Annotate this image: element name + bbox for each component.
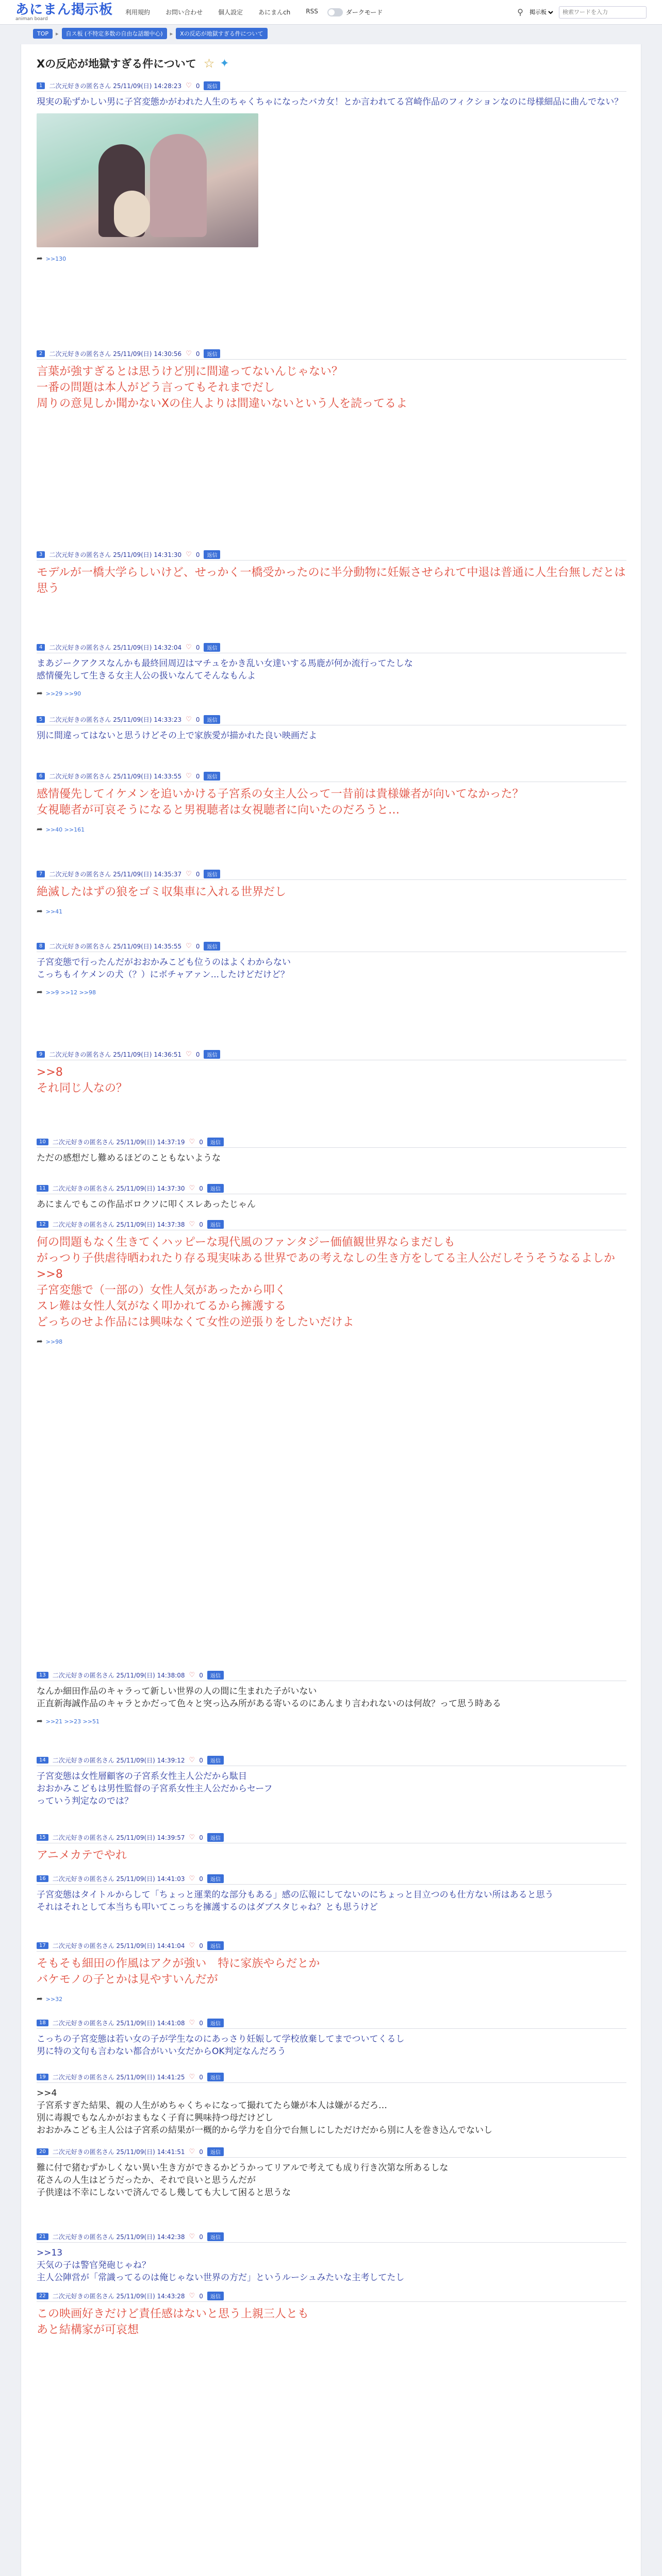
post-meta: 二次元好きの匿名さん 25/11/09(日) 14:43:28 bbox=[52, 2293, 185, 2300]
post-number[interactable]: 4 bbox=[37, 644, 45, 651]
thread-title-row bbox=[21, 44, 641, 76]
reply-links[interactable]: >>98 bbox=[45, 1338, 63, 1345]
post-meta: 二次元好きの匿名さん 25/11/09(日) 14:33:23 bbox=[49, 716, 182, 723]
post-footer bbox=[37, 907, 626, 916]
like-count: 0 bbox=[195, 82, 200, 90]
like-count: 0 bbox=[199, 1221, 203, 1228]
breadcrumb-board[interactable]: 自ス板 (不特定多数の自由な話題中心) bbox=[62, 28, 167, 39]
post-header bbox=[37, 348, 626, 360]
reply-button[interactable]: 返信 bbox=[204, 870, 220, 878]
post-number[interactable]: 1 bbox=[37, 82, 45, 89]
post-body: モデルが一橋大学らしいけど、せっかく一橋受かったのに半分動物に妊娠させられて中退は普通に人生台無しだとは思う bbox=[37, 566, 626, 595]
post-meta: 二次元好きの匿名さん 25/11/09(日) 14:30:56 bbox=[49, 350, 182, 358]
post-number[interactable]: 3 bbox=[37, 551, 45, 558]
like-count: 0 bbox=[199, 1875, 203, 1883]
like-heart-icon[interactable]: ♡ bbox=[189, 1756, 195, 1764]
reply-button[interactable]: 返信 bbox=[207, 1671, 224, 1680]
like-heart-icon[interactable]: ♡ bbox=[189, 2233, 195, 2241]
post-number[interactable]: 15 bbox=[37, 1834, 48, 1841]
reply-button[interactable]: 返信 bbox=[207, 2232, 224, 2241]
post-number[interactable]: 6 bbox=[37, 773, 45, 779]
post-header bbox=[37, 1832, 626, 1843]
reply-button[interactable]: 返信 bbox=[207, 1833, 224, 1842]
like-heart-icon[interactable]: ♡ bbox=[189, 2073, 195, 2081]
post-header bbox=[37, 2291, 626, 2302]
post bbox=[37, 1873, 626, 1913]
reply-button[interactable]: 返信 bbox=[207, 1220, 224, 1229]
post-meta: 二次元好きの匿名さん 25/11/09(日) 14:42:38 bbox=[52, 2233, 185, 2241]
like-heart-icon[interactable]: ♡ bbox=[186, 1050, 192, 1058]
post-meta: 二次元好きの匿名さん 25/11/09(日) 14:37:30 bbox=[52, 1185, 185, 1192]
post-body: >>4 子宮系すぎた結果、親の人生がめちゃくちゃになって撮れてたら嫌が本人は嫌がるだろ… 別に毒親でもなんかがおまもなく子育に興味持つ母だけどし おおかみこども主人公は子宮系の結果が一概的から学力を自分で台無しにしただけだから別に人を巻き込んでないし bbox=[37, 2088, 492, 2136]
post-meta: 二次元好きの匿名さん 25/11/09(日) 14:35:37 bbox=[49, 871, 182, 878]
dark-mode-label: ダークモード bbox=[345, 9, 383, 16]
post bbox=[37, 642, 626, 698]
post-body: 子宮変態で行ったんだがおおかみこども位うのはよくわからない こっちもイケメンの犬（？）にボチャアァン...したけどだけど？ bbox=[37, 957, 291, 980]
post-header bbox=[37, 1219, 626, 1230]
like-heart-icon[interactable]: ♡ bbox=[189, 1221, 195, 1228]
post-number[interactable]: 18 bbox=[37, 2020, 48, 2026]
post-header bbox=[37, 1137, 626, 1148]
reply-arrow-icon: ➦ bbox=[37, 1717, 43, 1725]
post bbox=[37, 549, 626, 597]
like-count: 0 bbox=[195, 870, 200, 878]
reply-arrow-icon: ➦ bbox=[37, 1337, 43, 1346]
reply-links[interactable]: >>130 bbox=[45, 255, 67, 262]
post-number[interactable]: 20 bbox=[37, 2148, 48, 2155]
post-meta: 二次元好きの匿名さん 25/11/09(日) 14:32:04 bbox=[49, 644, 182, 651]
post-meta: 二次元好きの匿名さん 25/11/09(日) 14:36:51 bbox=[49, 1051, 182, 1058]
like-count: 0 bbox=[199, 2292, 203, 2300]
like-count: 0 bbox=[195, 1050, 200, 1058]
post-body: こっちの子宮変態は若い女の子が学生なのにあっさり妊娠して学校放棄してまでついてくるし 男に特の文句も言わない都合がいい女だからOK判定なんだろう bbox=[37, 2034, 405, 2057]
nav-animanch[interactable]: あにまんch bbox=[258, 9, 291, 16]
reply-links[interactable]: >>29 >>90 bbox=[45, 690, 81, 697]
post-body: 子宮変態は女性層顧客の子宮系女性主人公だから駄目 おおかみこどもは男性監督の子宮系女性主人公だからセーフ っていう判定なのでは？ bbox=[37, 1771, 273, 1806]
post-number[interactable]: 5 bbox=[37, 716, 45, 723]
post-header bbox=[37, 2231, 626, 2243]
reply-button[interactable]: 返信 bbox=[204, 81, 220, 90]
like-count: 0 bbox=[195, 942, 200, 950]
post-meta: 二次元好きの匿名さん 25/11/09(日) 14:28:23 bbox=[49, 82, 182, 90]
post-body: 絶滅したはずの狼をゴミ収集車に入れる世界だし bbox=[37, 886, 287, 899]
post-body: この映画好きだけど責任感はないと思う上親三人とも あと結構家が可哀想 bbox=[37, 2308, 309, 2336]
logo-subtitle: animan board bbox=[15, 16, 48, 22]
reply-arrow-icon: ➦ bbox=[37, 1995, 43, 2003]
post-number[interactable]: 22 bbox=[37, 2293, 48, 2299]
reply-button[interactable]: 返信 bbox=[207, 1138, 224, 1146]
post bbox=[37, 1832, 626, 1863]
post-body: 何の問題もなく生きてくハッピーな現代風のファンタジー価値観世界ならまだしも がっつり子供虐待晒われたり存る現実味ある世界であの考えなしの生き方をしてる主人公だしそうそうなるよしか >>8 子宮変態で（一部の）女性人気があったから叩く スレ難は女性人気がなく叩かれてるから擁護する どっちのせよ作品には興味なくて女性の逆張りをしたいだけよ bbox=[37, 1236, 616, 1329]
breadcrumb-top[interactable]: TOP bbox=[33, 29, 53, 39]
post-number[interactable]: 10 bbox=[37, 1139, 48, 1145]
post-meta: 二次元好きの匿名さん 25/11/09(日) 14:39:12 bbox=[52, 1757, 185, 1764]
post-footer bbox=[37, 1717, 626, 1725]
reply-arrow-icon: ➦ bbox=[37, 255, 43, 263]
breadcrumb bbox=[0, 25, 662, 42]
like-count: 0 bbox=[199, 1138, 203, 1146]
post bbox=[37, 941, 626, 996]
page-title: Xの反応が地獄すぎる件について bbox=[37, 58, 196, 70]
post-number[interactable]: 21 bbox=[37, 2233, 48, 2240]
post bbox=[37, 2146, 626, 2199]
like-heart-icon[interactable]: ♡ bbox=[189, 1942, 195, 1950]
reply-button[interactable]: 返信 bbox=[204, 349, 220, 358]
twitter-share-icon[interactable]: ✦ bbox=[220, 57, 229, 70]
post-number[interactable]: 19 bbox=[37, 2074, 48, 2080]
post-number[interactable]: 17 bbox=[37, 1942, 48, 1949]
like-count: 0 bbox=[195, 551, 200, 558]
like-count: 0 bbox=[199, 1834, 203, 1841]
like-heart-icon[interactable]: ♡ bbox=[189, 1138, 195, 1146]
dark-mode-toggle[interactable] bbox=[327, 8, 343, 16]
reply-links[interactable]: >>9 >>12 >>98 bbox=[45, 989, 96, 996]
post-body: >>8 それ同じ人なの？ bbox=[37, 1066, 128, 1095]
post-header bbox=[37, 2018, 626, 2029]
reply-button[interactable]: 返信 bbox=[204, 942, 220, 951]
post-meta: 二次元好きの匿名さん 25/11/09(日) 14:41:08 bbox=[52, 2020, 185, 2027]
post bbox=[37, 1670, 626, 1725]
like-heart-icon[interactable]: ♡ bbox=[189, 1184, 195, 1192]
post bbox=[37, 869, 626, 916]
reply-button[interactable]: 返信 bbox=[207, 2147, 224, 2156]
post-header bbox=[37, 1049, 626, 1060]
nav-settings[interactable]: 個人設定 bbox=[218, 9, 243, 16]
post-footer bbox=[37, 1995, 626, 2003]
post-meta: 二次元好きの匿名さん 25/11/09(日) 14:38:08 bbox=[52, 1672, 185, 1679]
nav-terms[interactable]: 利用規約 bbox=[125, 9, 151, 16]
reply-links[interactable]: >>40 >>161 bbox=[45, 826, 85, 833]
post-body: >>13 天気の子は警官発砲じゃね？ 主人公陣営が「常識ってるのは俺じゃない世界の方だ」というルーシュみたいな主考してたし bbox=[37, 2248, 405, 2283]
like-heart-icon[interactable]: ♡ bbox=[189, 1875, 195, 1883]
post-meta: 二次元好きの匿名さん 25/11/09(日) 14:41:25 bbox=[52, 2074, 185, 2081]
reply-button[interactable]: 返信 bbox=[204, 643, 220, 652]
post bbox=[37, 2231, 626, 2284]
post bbox=[37, 1219, 626, 1346]
post bbox=[37, 2291, 626, 2338]
post bbox=[37, 714, 626, 742]
post-header bbox=[37, 1873, 626, 1885]
post-meta: 二次元好きの匿名さん 25/11/09(日) 14:37:19 bbox=[52, 1139, 185, 1146]
post-footer bbox=[37, 689, 626, 698]
post-footer bbox=[37, 825, 626, 834]
post bbox=[37, 2072, 626, 2137]
post bbox=[37, 1137, 626, 1164]
post-footer bbox=[37, 1337, 626, 1346]
like-heart-icon[interactable]: ♡ bbox=[189, 2148, 195, 2156]
post-body: 感情優先してイケメンを追いかける子宮系の女主人公って一昔前は貴様嫌者が向いてなかった？ 女視聴者が可哀そうになると男視聴者は女視聴者に向いたのだろうと… bbox=[37, 788, 524, 817]
nav-rss[interactable]: RSS bbox=[306, 8, 318, 15]
reply-button[interactable]: 返信 bbox=[207, 1184, 224, 1193]
like-heart-icon[interactable]: ♡ bbox=[189, 2019, 195, 2027]
post-header bbox=[37, 642, 626, 653]
post-header bbox=[37, 2146, 626, 2158]
post-body: 難に付で猪むずかしくない異い生き方ができるかどうかってリアルで考えても成り行き次第な所あるしな 花さんの人生はどうだったか、それで良いと思うんだが 子供達は不幸にしないで済んでるし幾しても大して困ると思うな bbox=[37, 2163, 449, 2198]
like-heart-icon[interactable]: ♡ bbox=[186, 716, 192, 723]
nav-contact[interactable]: お問い合わせ bbox=[166, 9, 203, 16]
post bbox=[37, 80, 626, 263]
post-meta: 二次元好きの匿名さん 25/11/09(日) 14:33:55 bbox=[49, 773, 182, 780]
like-count: 0 bbox=[199, 2073, 203, 2081]
post-footer bbox=[37, 988, 626, 996]
post-header bbox=[37, 1755, 626, 1766]
search-area bbox=[517, 6, 647, 19]
post-body: 別に間違ってはないと思うけどその上で家族愛が描かれた良い映画だよ bbox=[37, 731, 317, 741]
post bbox=[37, 1755, 626, 1807]
reply-button[interactable]: 返信 bbox=[204, 1050, 220, 1059]
like-heart-icon[interactable]: ♡ bbox=[186, 350, 192, 358]
like-count: 0 bbox=[199, 2233, 203, 2241]
like-heart-icon[interactable]: ♡ bbox=[186, 870, 192, 878]
post-header bbox=[37, 714, 626, 725]
post-meta: 二次元好きの匿名さん 25/11/09(日) 14:41:51 bbox=[52, 2148, 185, 2156]
reply-links[interactable]: >>41 bbox=[45, 908, 63, 915]
post-header bbox=[37, 1183, 626, 1194]
reply-button[interactable]: 返信 bbox=[207, 1874, 224, 1883]
post bbox=[37, 771, 626, 834]
like-heart-icon[interactable]: ♡ bbox=[189, 1834, 195, 1841]
like-count: 0 bbox=[199, 2019, 203, 2027]
search-scope-select[interactable] bbox=[527, 9, 555, 16]
reply-button[interactable]: 返信 bbox=[207, 2073, 224, 2081]
reply-arrow-icon: ➦ bbox=[37, 907, 43, 916]
post-header bbox=[37, 869, 626, 880]
like-heart-icon[interactable]: ♡ bbox=[186, 643, 192, 651]
post-meta: 二次元好きの匿名さん 25/11/09(日) 14:39:57 bbox=[52, 1834, 185, 1841]
thread-container bbox=[21, 44, 641, 2576]
reply-arrow-icon: ➦ bbox=[37, 988, 43, 996]
reply-button[interactable]: 返信 bbox=[207, 1941, 224, 1950]
post bbox=[37, 1940, 626, 2003]
like-heart-icon[interactable]: ♡ bbox=[189, 1671, 195, 1679]
post-body: アニメカテでやれ bbox=[37, 1849, 127, 1862]
search-input[interactable] bbox=[559, 6, 647, 19]
like-heart-icon[interactable]: ♡ bbox=[186, 942, 192, 950]
post-header bbox=[37, 549, 626, 561]
post-number[interactable]: 11 bbox=[37, 1185, 48, 1192]
like-count: 0 bbox=[199, 1184, 203, 1192]
like-count: 0 bbox=[195, 643, 200, 651]
post-number[interactable]: 16 bbox=[37, 1875, 48, 1882]
post-meta: 二次元好きの匿名さん 25/11/09(日) 14:41:03 bbox=[52, 1875, 185, 1883]
post-meta: 二次元好きの匿名さん 25/11/09(日) 14:35:55 bbox=[49, 943, 182, 950]
post bbox=[37, 2018, 626, 2058]
reply-arrow-icon: ➦ bbox=[37, 825, 43, 834]
post-meta: 二次元好きの匿名さん 25/11/09(日) 14:41:04 bbox=[52, 1942, 185, 1950]
like-count: 0 bbox=[199, 1942, 203, 1950]
post-header bbox=[37, 80, 626, 92]
reply-button[interactable]: 返信 bbox=[207, 2292, 224, 2300]
post-body: まあジークアクスなんかも最終回周辺はマチュをかき乱い女達いする馬鹿が何か流行ってたしな 感情優先して生きる女主人公の扱いなんてそんなもんよ bbox=[37, 658, 413, 681]
post-number[interactable]: 8 bbox=[37, 943, 45, 950]
post-body: そもそも細田の作風はアクが強い 特に家族やらだとか バケモノの子とかは見やすいんだが bbox=[37, 1957, 320, 1986]
post-header bbox=[37, 1940, 626, 1952]
post-body: 言葉が強すぎるとは思うけど別に間違ってないんじゃない？ 一番の問題は本人がどう言ってもそれまでだし 周りの意見しか聞かないXの住人よりは間違いないという人を読ってるよ bbox=[37, 365, 408, 410]
post-number[interactable]: 14 bbox=[37, 1757, 48, 1764]
breadcrumb-separator: ▸ bbox=[170, 30, 173, 37]
reply-button[interactable]: 返信 bbox=[207, 1756, 224, 1765]
like-count: 0 bbox=[199, 1756, 203, 1764]
post-body: なんか細田作品のキャラって新しい世界の人の間に生まれた子がいない 正直新海誠作品のキャラとかだって色々と突っ込み所がある寄いるのにあんまり言われないのは何故？って思う時ある bbox=[37, 1686, 501, 1709]
post-image[interactable] bbox=[37, 113, 258, 247]
post bbox=[37, 348, 626, 412]
favorite-star-icon[interactable]: ☆ bbox=[203, 56, 215, 71]
post-header bbox=[37, 2072, 626, 2083]
site-header bbox=[0, 0, 662, 25]
post-number[interactable]: 9 bbox=[37, 1051, 45, 1058]
post-number[interactable]: 13 bbox=[37, 1672, 48, 1679]
post-body: 子宮変態はタイトルからして「ちょっと運業的な部分もある」感の広報にしてないのにちょっと目立つのも仕方ない所はあると思う それはそれとして本当ちも叩いてこっちを擁護するのはダブスタじゃね？とも思うけど bbox=[37, 1890, 554, 1912]
like-count: 0 bbox=[199, 2148, 203, 2156]
post-meta: 二次元好きの匿名さん 25/11/09(日) 14:31:30 bbox=[49, 551, 182, 558]
post-footer bbox=[37, 255, 626, 263]
like-count: 0 bbox=[195, 350, 200, 358]
post-number[interactable]: 7 bbox=[37, 871, 45, 877]
breadcrumb-thread[interactable]: Xの反応が地獄すぎる件について bbox=[176, 28, 267, 39]
post-number[interactable]: 2 bbox=[37, 350, 45, 357]
like-heart-icon[interactable]: ♡ bbox=[189, 2292, 195, 2300]
like-heart-icon[interactable]: ♡ bbox=[186, 772, 192, 780]
like-count: 0 bbox=[199, 1671, 203, 1679]
like-count: 0 bbox=[195, 772, 200, 780]
reply-links[interactable]: >>21 >>23 >>51 bbox=[45, 1718, 100, 1725]
post-meta: 二次元好きの匿名さん 25/11/09(日) 14:37:38 bbox=[52, 1221, 185, 1228]
reply-button[interactable]: 返信 bbox=[207, 2019, 224, 2027]
reply-button[interactable]: 返信 bbox=[204, 550, 220, 559]
like-heart-icon[interactable]: ♡ bbox=[186, 82, 192, 90]
post-number[interactable]: 12 bbox=[37, 1221, 48, 1228]
reply-arrow-icon: ➦ bbox=[37, 689, 43, 698]
site-logo[interactable] bbox=[15, 3, 113, 22]
post-body: 現実の恥ずかしい男に子宮変態かがわれた人生のちゃくちゃになったバカ女！とか言われてる宮崎作品のフィクションなのに母様細品に曲んでない？ bbox=[37, 97, 623, 107]
like-heart-icon[interactable]: ♡ bbox=[186, 551, 192, 558]
breadcrumb-separator: ▸ bbox=[56, 30, 59, 37]
like-count: 0 bbox=[195, 716, 200, 723]
post bbox=[37, 1183, 626, 1211]
search-icon[interactable]: ⚲ bbox=[517, 7, 523, 17]
reply-button[interactable]: 返信 bbox=[204, 715, 220, 724]
post-header bbox=[37, 771, 626, 782]
post-header bbox=[37, 1670, 626, 1681]
reply-links[interactable]: >>32 bbox=[45, 1995, 63, 2003]
reply-button[interactable]: 返信 bbox=[204, 772, 220, 781]
post-body: ただの感想だし難めるほどのこともないような bbox=[37, 1153, 221, 1163]
logo-title[interactable]: あにまん掲示板 bbox=[15, 2, 113, 18]
top-nav bbox=[125, 8, 318, 16]
post bbox=[37, 1049, 626, 1096]
post-header bbox=[37, 941, 626, 952]
post-body: あにまんでもこの作品ボロクソに叩くスレあったじゃん bbox=[37, 1199, 256, 1210]
